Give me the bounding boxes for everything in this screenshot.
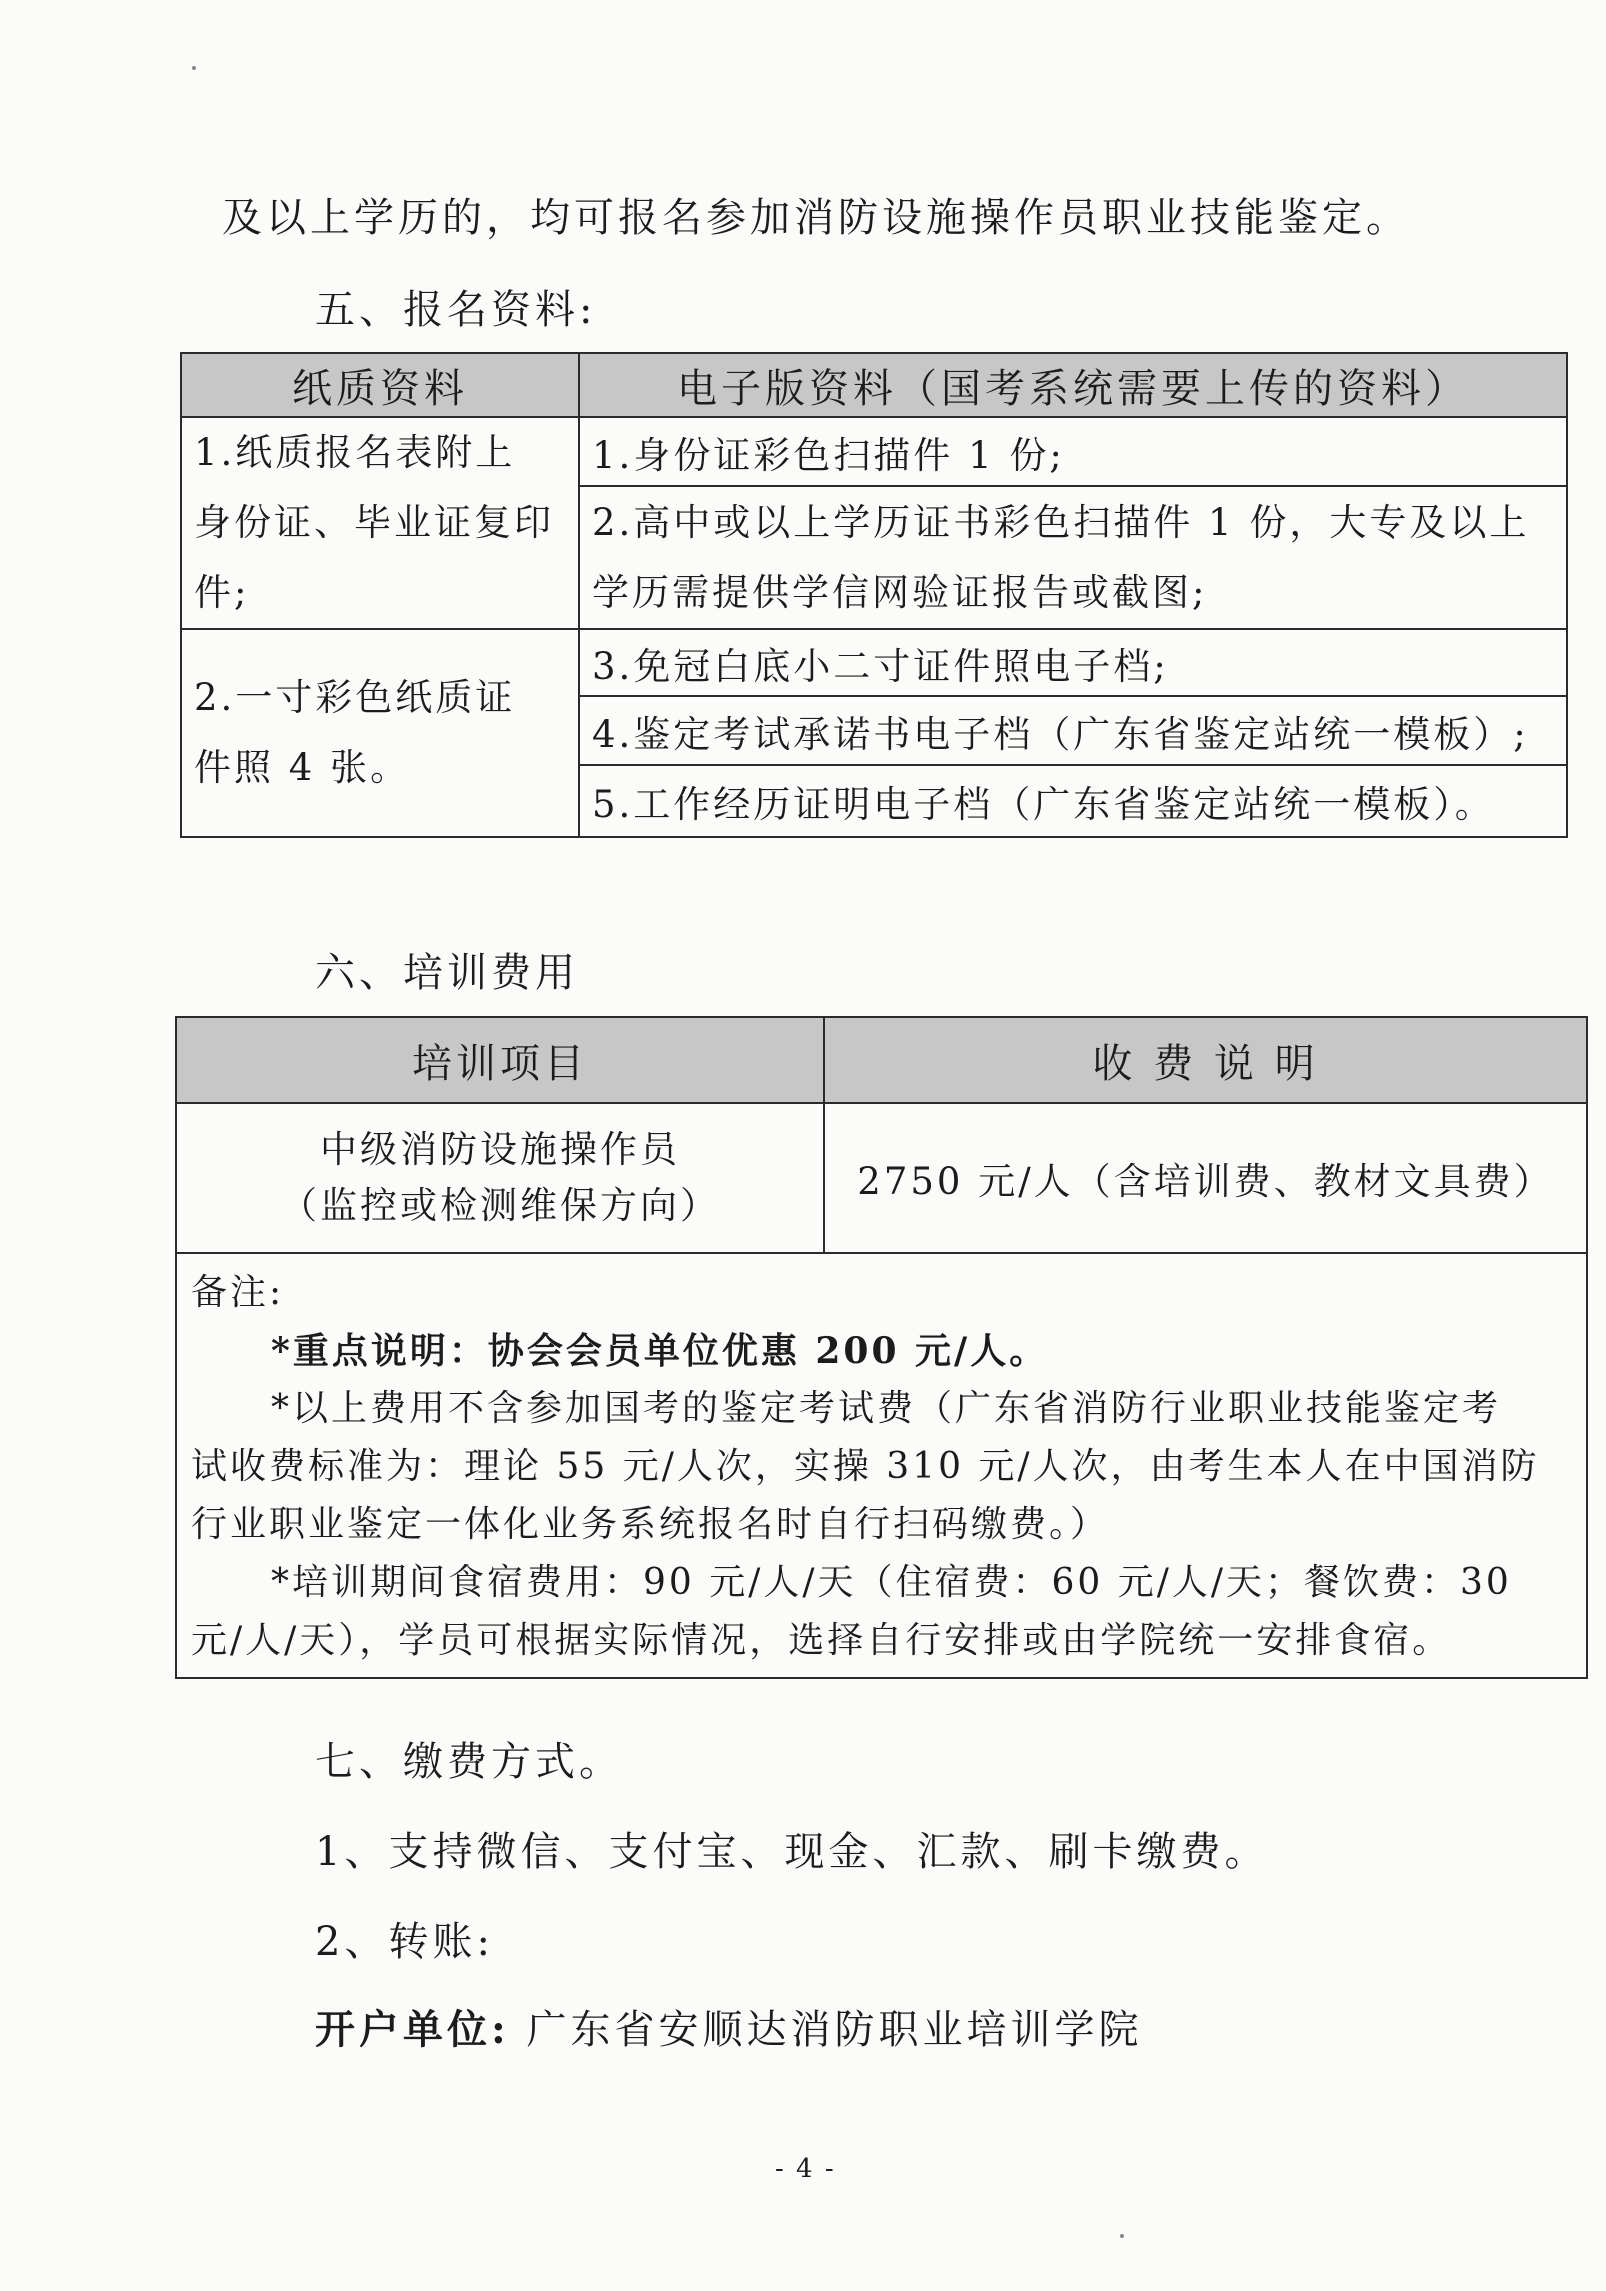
header-fee-description: 收 费 说 明 [824,1017,1587,1103]
paper-item-1-line: 身份证、毕业证复印 [194,501,554,544]
remark-exam-fee-line: 试收费标准为：理论 55 元/人次，实操 310 元/人次，由考生本人在中国消防 [191,1446,1540,1487]
remarks-cell [176,1253,1587,1678]
electronic-item-1 [579,417,1567,486]
header-electronic-materials: 电子版资料（国考系统需要上传的资料） [579,353,1567,417]
scan-speck [1120,2234,1124,2238]
page-number: - 4 - [775,2154,836,2184]
training-fee-table [175,1016,1588,1679]
paper-item-1-line: 件; [194,571,250,614]
paper-item-2-line: 件照 4 张。 [194,746,411,789]
electronic-item-5 [579,765,1567,837]
paper-item-1-line: 1.纸质报名表附上 [194,431,516,474]
account-holder [315,2006,1143,2053]
electronic-item-4-line: 4.鉴定考试承诺书电子档（广东省鉴定站统一模板）; [592,712,1529,756]
training-item-direction: （监控或检测维保方向） [280,1184,720,1227]
header-paper-materials: 纸质资料 [181,353,579,417]
section7-title: 七、缴费方式。 [315,1739,623,1785]
remark-lodging-line: 元/人/天），学员可根据实际情况，选择自行安排或由学院统一安排食宿。 [191,1620,1452,1661]
section6-title: 六、培训费用 [315,950,579,996]
remark-exam-fee-line: *以上费用不含参加国考的鉴定考试费（广东省消防行业职业技能鉴定考 [271,1388,1502,1429]
payment-transfer: 2、转账: [315,1919,494,1965]
registration-materials-table [180,352,1568,838]
remarks-label: 备注: [191,1272,285,1313]
section5-title: 五、报名资料: [315,287,597,333]
paper-item-2 [181,629,579,837]
scan-speck [192,66,196,70]
header-training-item: 培训项目 [176,1017,824,1103]
electronic-item-1-line: 1.身份证彩色扫描件 1 份; [592,433,1065,477]
training-fee-cell [824,1103,1587,1253]
electronic-item-3-line: 3.免冠白底小二寸证件照电子档; [592,644,1169,688]
account-holder-label: 开户单位: [315,2006,510,2053]
electronic-item-2-line: 2.高中或以上学历证书彩色扫描件 1 份，大专及以上 [592,500,1530,544]
training-item-cell [176,1103,824,1253]
paper-item-1 [181,417,579,629]
paper-item-2-line: 2.一寸彩色纸质证 [194,676,516,719]
remark-lodging-line: *培训期间食宿费用：90 元/人/天（住宿费：60 元/人/天；餐饮费：30 [271,1562,1512,1603]
account-holder-value: 广东省安顺达消防职业培训学院 [526,2007,1143,2053]
intro-line: 及以上学历的，均可报名参加消防设施操作员职业技能鉴定。 [222,195,1410,241]
training-fee-value: 2750 元/人（含培训费、教材文具费） [857,1160,1554,1203]
electronic-item-3 [579,629,1567,696]
training-item-name: 中级消防设施操作员 [320,1128,680,1171]
electronic-item-2-line: 学历需提供学信网验证报告或截图; [592,570,1208,614]
electronic-item-4 [579,696,1567,765]
remark-exam-fee-line: 行业职业鉴定一体化业务系统报名时自行扫码缴费。） [191,1504,1110,1545]
electronic-item-5-line: 5.工作经历证明电子档（广东省鉴定站统一模板）。 [592,783,1495,826]
payment-methods: 1、支持微信、支付宝、现金、汇款、刷卡缴费。 [315,1829,1269,1875]
electronic-item-2 [579,486,1567,629]
remark-member-discount: *重点说明：协会会员单位优惠 200 元/人。 [271,1330,1049,1372]
